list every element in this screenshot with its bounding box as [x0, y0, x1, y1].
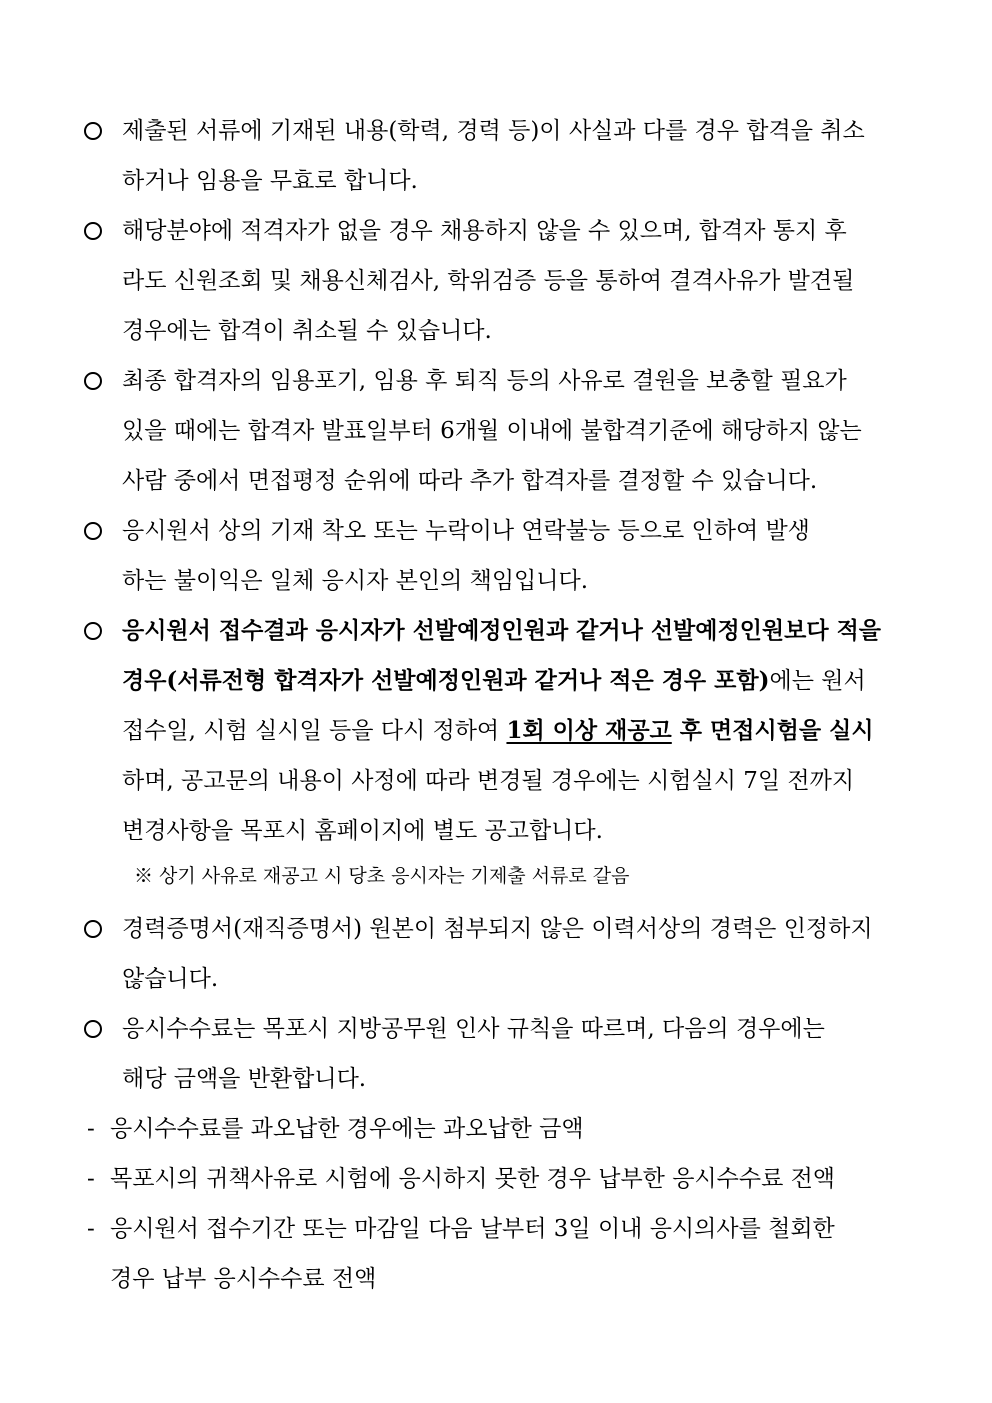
notice-text-bold: 후 면접시험을 실시 [671, 717, 874, 744]
notice-item [84, 356, 922, 506]
notice-text: 접수일, 시험 실시일 등을 다시 정하여 [122, 718, 507, 744]
notice-text: 에는 원서 [769, 668, 866, 694]
dash-bullet: - [87, 1216, 95, 1242]
notice-text: 하거나 임용을 무효로 합니다. [122, 168, 418, 194]
notice-text-bold: 경우(서류전형 합격자가 선발예정인원과 같거나 적은 경우 포함) [122, 667, 770, 694]
circle-bullet-icon [84, 122, 102, 140]
notice-text: 하며, 공고문의 내용이 사정에 따라 변경될 경우에는 시험실시 7일 전까지 [122, 768, 855, 794]
notice-item [84, 904, 922, 1004]
notice-text: 않습니다. [122, 966, 219, 992]
refund-text: 목포시의 귀책사유로 시험에 응시하지 못한 경우 납부한 응시수수료 전액 [110, 1166, 836, 1192]
notice-item [84, 106, 922, 206]
notice-text-underlined: 1회 이상 재공고 [506, 717, 672, 744]
refund-text: 경우 납부 응시수수료 전액 [110, 1266, 377, 1292]
notice-text: 경력증명서(재직증명서) 원본이 첨부되지 않은 이력서상의 경력은 인정하지 [122, 916, 873, 942]
reference-note: ※ 상기 사유로 재공고 시 당초 응시자는 기제출 서류로 갈음 [134, 865, 630, 887]
notice-text: 응시수수료는 목포시 지방공무원 인사 규칙을 따르며, 다음의 경우에는 [122, 1016, 825, 1042]
circle-bullet-icon [84, 372, 102, 390]
notice-text-bold: 응시원서 접수결과 응시자가 선발예정인원과 같거나 선발예정인원보다 적을 [122, 617, 882, 644]
notice-text: 경우에는 합격이 취소될 수 있습니다. [122, 318, 492, 344]
notice-text: 최종 합격자의 임용포기, 임용 후 퇴직 등의 사유로 결원을 보충할 필요가 [122, 368, 847, 394]
refund-item [62, 1154, 922, 1204]
notice-text: 라도 신원조회 및 채용신체검사, 학위검증 등을 통하여 결격사유가 발견될 [122, 268, 855, 294]
dash-bullet: - [87, 1116, 95, 1142]
notice-item-reannouncement [84, 606, 922, 894]
notice-text: 해당분야에 적격자가 없을 경우 채용하지 않을 수 있으며, 합격자 통지 후 [122, 218, 847, 244]
notice-text: 응시원서 상의 기재 착오 또는 누락이나 연락불능 등으로 인하여 발생 [122, 518, 810, 544]
notice-item-fee [84, 1004, 922, 1304]
notice-item [84, 506, 922, 606]
circle-bullet-icon [84, 1020, 102, 1038]
notice-text: 변경사항을 목포시 홈페이지에 별도 공고합니다. [122, 818, 603, 844]
notice-text: 해당 금액을 반환합니다. [122, 1066, 367, 1092]
notice-list [84, 106, 922, 1304]
notice-text [122, 706, 922, 756]
refund-text: 응시원서 접수기간 또는 마감일 다음 날부터 3일 이내 응시의사를 철회한 [110, 1216, 835, 1242]
circle-bullet-icon [84, 622, 102, 640]
notice-text: 사람 중에서 면접평정 순위에 따라 추가 합격자를 결정할 수 있습니다. [122, 468, 818, 494]
notice-text [122, 656, 922, 706]
refund-item [62, 1104, 922, 1154]
dash-bullet: - [87, 1166, 95, 1192]
refund-text: 응시수수료를 과오납한 경우에는 과오납한 금액 [110, 1116, 584, 1142]
refund-list [87, 1104, 922, 1304]
notice-text: 하는 불이익은 일체 응시자 본인의 책임입니다. [122, 568, 589, 594]
refund-item [62, 1204, 922, 1304]
circle-bullet-icon [84, 222, 102, 240]
notice-item [84, 206, 922, 356]
notice-text: 제출된 서류에 기재된 내용(학력, 경력 등)이 사실과 다를 경우 합격을 취소 [122, 118, 865, 144]
circle-bullet-icon [84, 522, 102, 540]
notice-text: 있을 때에는 합격자 발표일부터 6개월 이내에 불합격기준에 해당하지 않는 [122, 418, 862, 444]
circle-bullet-icon [84, 920, 102, 938]
